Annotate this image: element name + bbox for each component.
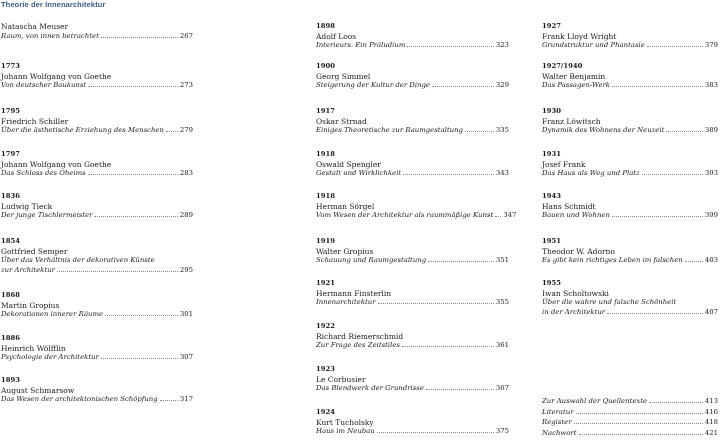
page-header: Theorie der Innenarchitektur (1, 0, 106, 9)
entry-year: 1900 (316, 62, 335, 70)
toc-entry-title: Über die ästhetische Erziehung des Menschen (1, 126, 164, 134)
toc-entry (1, 107, 193, 136)
entry-title-line: Über die wahre und falsche Schönheit (542, 298, 677, 306)
toc-entry-title: in der Architektur (542, 307, 606, 316)
entry-author: Oskar Strnad (316, 116, 367, 126)
dot-leader (101, 358, 178, 359)
toc-title-line[interactable] (542, 41, 718, 51)
toc-entry-title: Register (542, 418, 572, 426)
dot-leader (612, 216, 703, 217)
appendix-entry (542, 397, 718, 407)
page-number: 379 (704, 41, 718, 49)
entry-year: 1773 (1, 62, 20, 70)
dot-leader (88, 174, 178, 175)
toc-entry (316, 408, 509, 437)
toc-entry (1, 22, 193, 41)
toc-entry (1, 334, 193, 363)
entry-year: 1919 (316, 237, 335, 245)
toc-title-line[interactable] (316, 298, 509, 308)
entry-year: 1924 (316, 408, 335, 416)
dot-leader (666, 131, 702, 132)
toc-entry-title: Einiges Theoretische zur Raumgestaltung (316, 126, 463, 134)
toc-entry-title: Der junge Tischlermeister (1, 211, 93, 219)
page-number: 375 (495, 427, 509, 435)
entry-year: 1886 (1, 334, 20, 342)
entry-year: 1898 (316, 22, 335, 30)
toc-entry-title: Das Blendwerk der Grundrisse (316, 384, 424, 392)
entry-year: 1931 (542, 150, 561, 158)
toc-entry-title: Das Schloss des Oheims (1, 169, 86, 177)
page-number: 295 (179, 265, 193, 274)
dot-leader (94, 216, 177, 217)
dot-leader (465, 131, 494, 132)
toc-entry (316, 365, 509, 394)
entry-year: 1868 (1, 291, 20, 299)
entry-author: Kurt Tucholsky (316, 417, 374, 427)
dot-leader (378, 303, 494, 304)
entry-year: 1943 (542, 192, 561, 200)
dot-leader (647, 46, 703, 47)
entry-year: 1955 (542, 279, 561, 287)
entry-author: Iwan Scholtowski (542, 288, 609, 298)
page-number: 389 (704, 126, 718, 134)
entry-year: 1917 (316, 107, 335, 115)
toc-title-line[interactable] (316, 341, 509, 351)
dot-leader (642, 174, 703, 175)
dot-leader (607, 313, 703, 314)
entry-author: Oswald Spengler (316, 159, 381, 169)
dot-leader (105, 315, 178, 316)
toc-title-line[interactable] (316, 41, 509, 51)
toc-entry (542, 107, 718, 136)
dot-leader (426, 389, 494, 390)
page-number: 393 (704, 169, 718, 177)
toc-entry (542, 237, 718, 266)
page-number: 343 (495, 169, 509, 177)
toc-entry (1, 291, 193, 320)
dot-leader (432, 86, 494, 87)
entry-author: Heinrich Wölfflin (1, 343, 66, 353)
toc-entry (542, 150, 718, 179)
entry-year: 1797 (1, 150, 20, 158)
toc-entry-title: zur Architektur (1, 265, 55, 274)
dot-leader (88, 86, 178, 87)
entry-year: 1927/1940 (542, 62, 583, 70)
toc-entry-title: Literatur (542, 407, 574, 416)
dot-leader (407, 46, 493, 47)
toc-entry (316, 22, 509, 51)
page-number: 329 (495, 81, 509, 89)
page-number: 317 (179, 395, 193, 403)
page-number: 283 (179, 169, 193, 177)
toc-entry (1, 62, 193, 91)
toc-entry-title: Von deutscher Baukunst (1, 81, 87, 89)
toc-entry (542, 62, 718, 91)
toc-title-line[interactable] (1, 169, 193, 179)
entry-year: 1922 (316, 322, 335, 330)
toc-entry-title: Innenarchitektur (316, 298, 376, 306)
toc-title-line[interactable] (316, 384, 509, 394)
entry-author: Frank Lloyd Wright (542, 31, 617, 41)
entry-year: 1927 (542, 22, 561, 30)
entry-author: Walter Gropius (316, 246, 374, 256)
entry-author: Adolf Loos (316, 31, 357, 41)
appendix-entry (542, 408, 718, 418)
entry-year: 1795 (1, 107, 20, 115)
page-number: 267 (179, 31, 193, 40)
entry-author: Josef Frank (542, 159, 586, 169)
dot-leader (403, 174, 494, 175)
entry-author: Herman Sörgel (316, 201, 375, 211)
page-number: 367 (495, 384, 509, 392)
toc-entry-title: Bauen und Wohnen (542, 211, 610, 219)
toc-entry (316, 237, 509, 266)
entry-author: Richard Riemerschmid (316, 331, 404, 341)
entry-author: Le Corbusier (316, 374, 366, 384)
entry-author: Johann Wolfgang von Goethe (1, 159, 112, 169)
toc-title-line[interactable] (542, 418, 718, 428)
toc-entry-title: Das Wesen der architektonischen Schöpfung (1, 395, 158, 403)
entry-author: Ludwig Tieck (1, 201, 53, 211)
page-number: 383 (704, 81, 718, 89)
toc-title-line[interactable] (1, 126, 193, 136)
entry-year: 1918 (316, 192, 335, 200)
entry-title-line: Über das Verhältnis der dekorativen Künste (1, 256, 155, 264)
toc-title-line[interactable] (316, 256, 509, 266)
page-number: 407 (704, 307, 718, 316)
dot-leader (612, 86, 703, 87)
toc-entry-title: Interieurs. Ein Präludium (316, 41, 406, 49)
dot-leader (685, 261, 703, 262)
toc-entry-title: Haus im Neubau (316, 427, 375, 435)
entry-year: 1930 (542, 107, 561, 115)
toc-title-line[interactable] (1, 32, 193, 42)
toc-entry (1, 237, 193, 275)
dot-leader (57, 271, 178, 272)
entry-year: 1918 (316, 150, 335, 158)
entry-author: Johann Wolfgang von Goethe (1, 71, 112, 81)
dot-leader (166, 131, 178, 132)
toc-entry-title: Dekorationen innerer Räume (1, 310, 104, 318)
appendix-entry (542, 429, 718, 439)
dot-leader (377, 432, 494, 433)
page-number: 279 (179, 126, 193, 134)
toc-entry (316, 322, 509, 351)
page-number: 413 (704, 397, 718, 405)
entry-author: Georg Simmel (316, 71, 371, 81)
page-number: 335 (495, 126, 509, 134)
entry-author: Walter Benjamin (542, 71, 606, 81)
toc-title-line[interactable] (1, 310, 193, 320)
appendix-entry (542, 418, 718, 428)
toc-title-line[interactable] (1, 81, 193, 91)
entry-author: Franz Löwitsch (542, 116, 601, 126)
toc-entry (316, 192, 517, 221)
entry-author: Gottfried Semper (1, 246, 68, 256)
page-number: 347 (503, 211, 517, 219)
toc-title-line[interactable] (542, 429, 718, 439)
toc-entry-title: Vom Wesen der Architektur als raummäßige Kunst (316, 211, 494, 219)
page-number: 273 (179, 81, 193, 89)
entry-author: Natascha Meuser (1, 22, 69, 31)
entry-author: Friedrich Schiller (1, 116, 69, 126)
dot-leader (402, 346, 494, 347)
toc-entry (542, 192, 718, 221)
toc-title-line[interactable] (316, 169, 509, 179)
dot-leader (160, 400, 178, 401)
page-number: 289 (179, 211, 193, 219)
dot-leader (101, 37, 178, 38)
toc-entry-title: Das Passagen-Werk (542, 81, 610, 89)
toc-title-line[interactable] (1, 211, 193, 221)
toc-entry (316, 150, 509, 179)
page-number: 399 (704, 211, 718, 219)
dot-leader (495, 216, 501, 217)
page-number: 416 (704, 407, 718, 416)
entry-year: 1893 (1, 376, 20, 384)
toc-entry-title: Gestalt und Wirklichkeit (316, 169, 402, 177)
toc-title-line[interactable] (542, 81, 718, 91)
entry-year: 1854 (1, 237, 20, 245)
dot-leader (428, 261, 494, 262)
toc-entry (316, 279, 509, 308)
dot-leader (579, 434, 703, 435)
toc-title-line[interactable] (542, 408, 718, 418)
toc-title-line[interactable] (316, 427, 509, 437)
entry-year: 1951 (542, 237, 561, 245)
toc-entry-title: Zur Frage des Zeitstiles (316, 341, 400, 349)
entry-author: Hans Schmidt (542, 201, 596, 211)
dot-leader (576, 413, 703, 414)
toc-entry (1, 192, 193, 221)
toc-entry-title: Raum, von innen betrachtet (1, 31, 99, 40)
toc-title-line[interactable] (542, 308, 718, 318)
toc-title-line[interactable] (542, 397, 718, 407)
entry-author: Martin Gropius (1, 300, 60, 310)
toc-entry (542, 22, 718, 51)
toc-entry-title: Das Haus als Weg und Platz (542, 169, 640, 177)
toc-title-line[interactable] (1, 353, 193, 363)
dot-leader (649, 402, 703, 403)
page-number: 307 (179, 353, 193, 361)
toc-entry (316, 107, 509, 136)
toc-entry-title: Es gibt kein richtiges Leben im falschen (542, 256, 683, 264)
page-number: 421 (704, 428, 718, 437)
toc-title-line[interactable] (1, 266, 193, 276)
toc-title-line[interactable] (1, 395, 193, 405)
toc-entry (1, 376, 193, 405)
page-number: 361 (495, 341, 509, 349)
dot-leader (574, 423, 703, 424)
toc-entry-title: Schauung und Raumgestaltung (316, 256, 427, 264)
toc-entry-title: Psychologie der Architektur (1, 353, 99, 361)
page-number: 403 (704, 256, 718, 264)
toc-title-line[interactable] (542, 169, 718, 179)
toc-title-line[interactable] (542, 126, 718, 136)
page-number: 418 (704, 418, 718, 426)
page-number: 301 (179, 310, 193, 318)
toc-title-line[interactable] (542, 256, 718, 266)
toc-title-line[interactable] (316, 81, 509, 91)
page-number: 351 (495, 256, 509, 264)
toc-title-line[interactable] (316, 211, 517, 221)
toc-title-line[interactable] (316, 126, 509, 136)
toc-title-line[interactable] (542, 211, 718, 221)
entry-author: Hermann Finsterlin (316, 288, 392, 298)
toc-entry-title: Dynamik des Wohnens der Neuzeit (542, 126, 665, 134)
toc-entry-title: Zur Auswahl der Quellentexte (542, 397, 648, 405)
toc-entry (316, 62, 509, 91)
entry-year: 1921 (316, 279, 335, 287)
toc-entry-title: Steigerung der Kultur der Dinge (316, 81, 430, 89)
toc-entry-title: Nachwort (542, 428, 577, 437)
entry-year: 1836 (1, 192, 20, 200)
page-number: 323 (495, 41, 509, 49)
toc-entry (542, 279, 718, 317)
toc-entry-title: Grundstruktur und Phantasie (542, 41, 645, 49)
entry-year: 1923 (316, 365, 335, 373)
entry-author: August Schmarsow (1, 385, 75, 395)
toc-entry (1, 150, 193, 179)
entry-author: Theodor W. Adorno (542, 246, 615, 256)
page-number: 355 (495, 298, 509, 306)
